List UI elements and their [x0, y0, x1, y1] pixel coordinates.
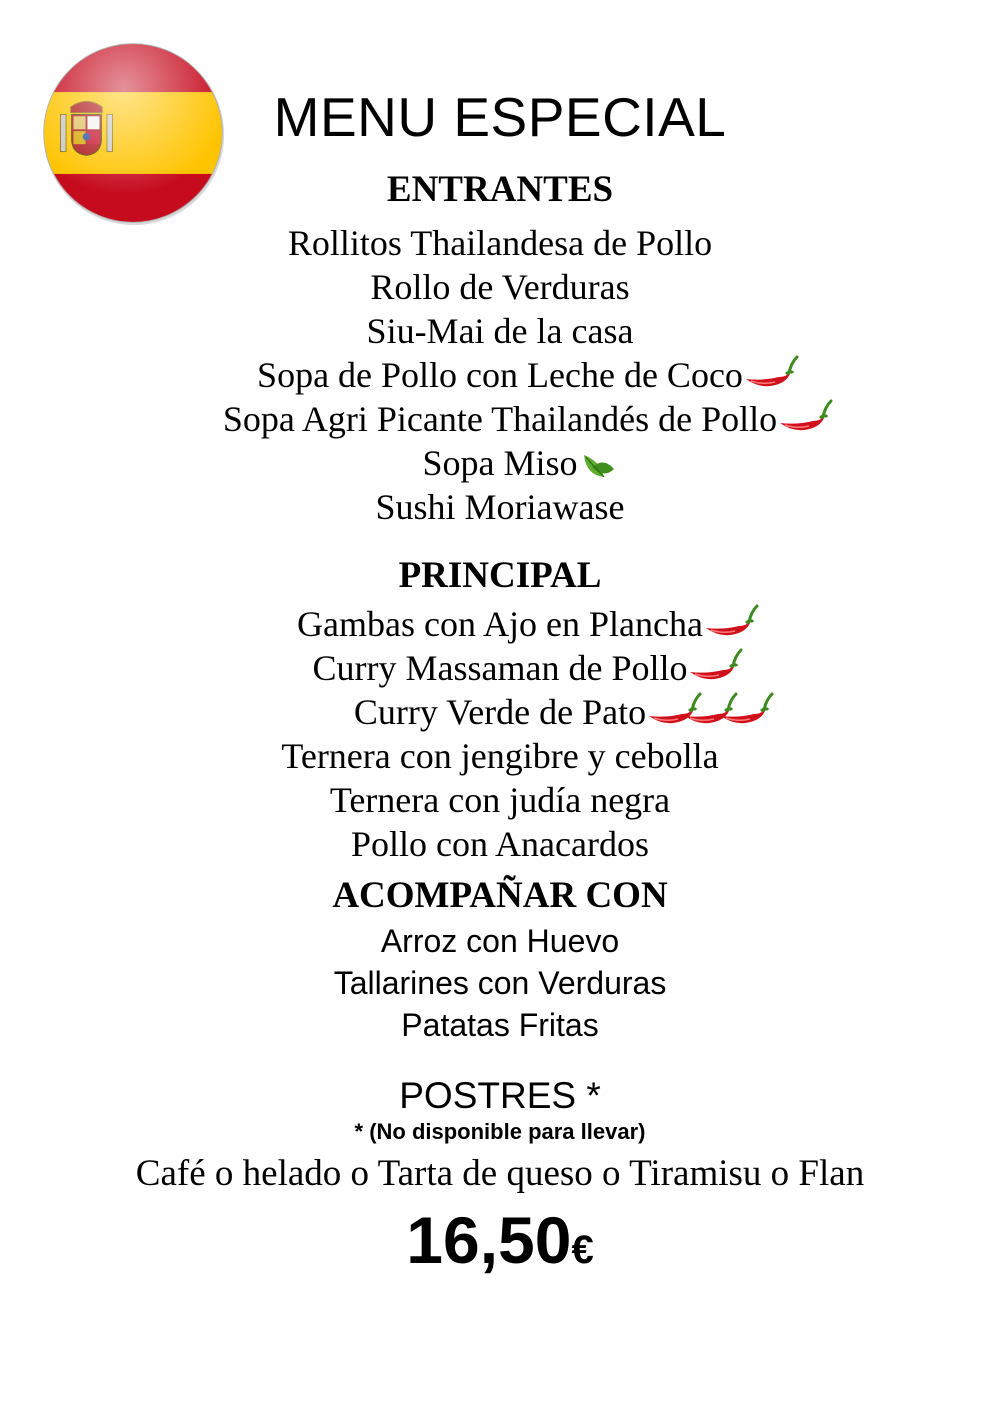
- menu-item: [0, 962, 1000, 1004]
- dish-name-text: Siu-Mai de la casa: [366, 311, 634, 351]
- dish-name: [367, 309, 634, 353]
- menu-item: [0, 353, 1000, 397]
- dish-name-text: Ternera con judía negra: [329, 780, 671, 820]
- dish-name-text: Arroz con Huevo: [380, 923, 620, 959]
- menu-item: [0, 690, 1000, 734]
- postres-items: Café o helado o Tarta de queso o Tiramisu o Flan: [135, 1153, 865, 1194]
- dish-markers: [578, 441, 618, 485]
- dish-markers: [703, 602, 739, 646]
- acompanar-list: [0, 920, 1000, 1046]
- menu-item: [0, 397, 1000, 441]
- dish-name: [370, 265, 629, 309]
- postres-note: * (No disponible para llevar): [354, 1119, 646, 1144]
- chili-pepper-icon: [718, 690, 774, 734]
- menu-item: [0, 1004, 1000, 1046]
- dish-name-text: Rollitos Thailandesa de Pollo: [287, 223, 713, 263]
- menu-item: [0, 602, 1000, 646]
- dish-name: [288, 221, 712, 265]
- menu-item: [0, 822, 1000, 866]
- menu-item: [0, 221, 1000, 265]
- menu-item: [0, 778, 1000, 822]
- dish-name: [376, 485, 625, 529]
- price-amount: 16,50: [406, 1203, 572, 1277]
- dish-markers: [687, 646, 723, 690]
- dish-name: [422, 441, 577, 485]
- chili-pepper-icon: [687, 646, 743, 690]
- dish-name: [281, 734, 718, 778]
- dish-name: [381, 920, 619, 962]
- menu-item: [0, 265, 1000, 309]
- dish-markers: [777, 397, 813, 441]
- menu-item: [0, 309, 1000, 353]
- dish-name: [351, 822, 649, 866]
- section-heading-principal: PRINCIPAL: [398, 555, 602, 596]
- dish-name: [297, 602, 703, 646]
- entrantes-list: [0, 221, 1000, 529]
- principal-list: [0, 602, 1000, 866]
- menu-item: [0, 920, 1000, 962]
- dish-markers: [743, 353, 779, 397]
- dish-name-text: Rollo de Verduras: [370, 267, 630, 307]
- dish-name: [257, 353, 743, 397]
- dish-name: [334, 962, 667, 1004]
- dish-name: [330, 778, 670, 822]
- dish-name: [223, 397, 777, 441]
- dish-name-text: Curry Verde de Pato: [353, 692, 647, 732]
- dish-name-text: Gambas con Ajo en Plancha: [297, 604, 703, 644]
- dish-name-text: Patatas Fritas: [401, 1007, 599, 1043]
- menu-item: [0, 485, 1000, 529]
- dish-markers: [646, 690, 754, 734]
- section-heading-postres: POSTRES *: [399, 1075, 601, 1116]
- dish-name: [313, 646, 688, 690]
- dish-name: [354, 690, 646, 734]
- leaf-icon: [578, 441, 618, 485]
- section-heading-entrantes: ENTRANTES: [386, 169, 614, 210]
- menu-title: MENU ESPECIAL: [273, 86, 727, 148]
- dish-name-text: Sushi Moriawase: [375, 487, 625, 527]
- dish-name-text: Curry Massaman de Pollo: [312, 648, 688, 688]
- dish-name-text: Ternera con jengibre y cebolla: [281, 736, 719, 776]
- menu-item: [0, 734, 1000, 778]
- chili-pepper-icon: [777, 397, 833, 441]
- dish-name-text: Sopa Miso: [422, 443, 578, 483]
- chili-pepper-icon: [743, 353, 799, 397]
- dish-name-text: Pollo con Anacardos: [351, 824, 649, 864]
- dish-name-text: Tallarines con Verduras: [333, 965, 667, 1001]
- price-currency: €: [571, 1228, 594, 1272]
- dish-name: [401, 1004, 598, 1046]
- dish-name-text: Sopa Agri Picante Thailandés de Pollo: [222, 399, 778, 439]
- price: [0, 1200, 1000, 1290]
- dish-name-text: Sopa de Pollo con Leche de Coco: [257, 355, 743, 395]
- menu-item: [0, 441, 1000, 485]
- section-heading-acompanar: ACOMPAÑAR CON: [332, 875, 668, 916]
- chili-pepper-icon: [703, 602, 759, 646]
- menu-item: [0, 646, 1000, 690]
